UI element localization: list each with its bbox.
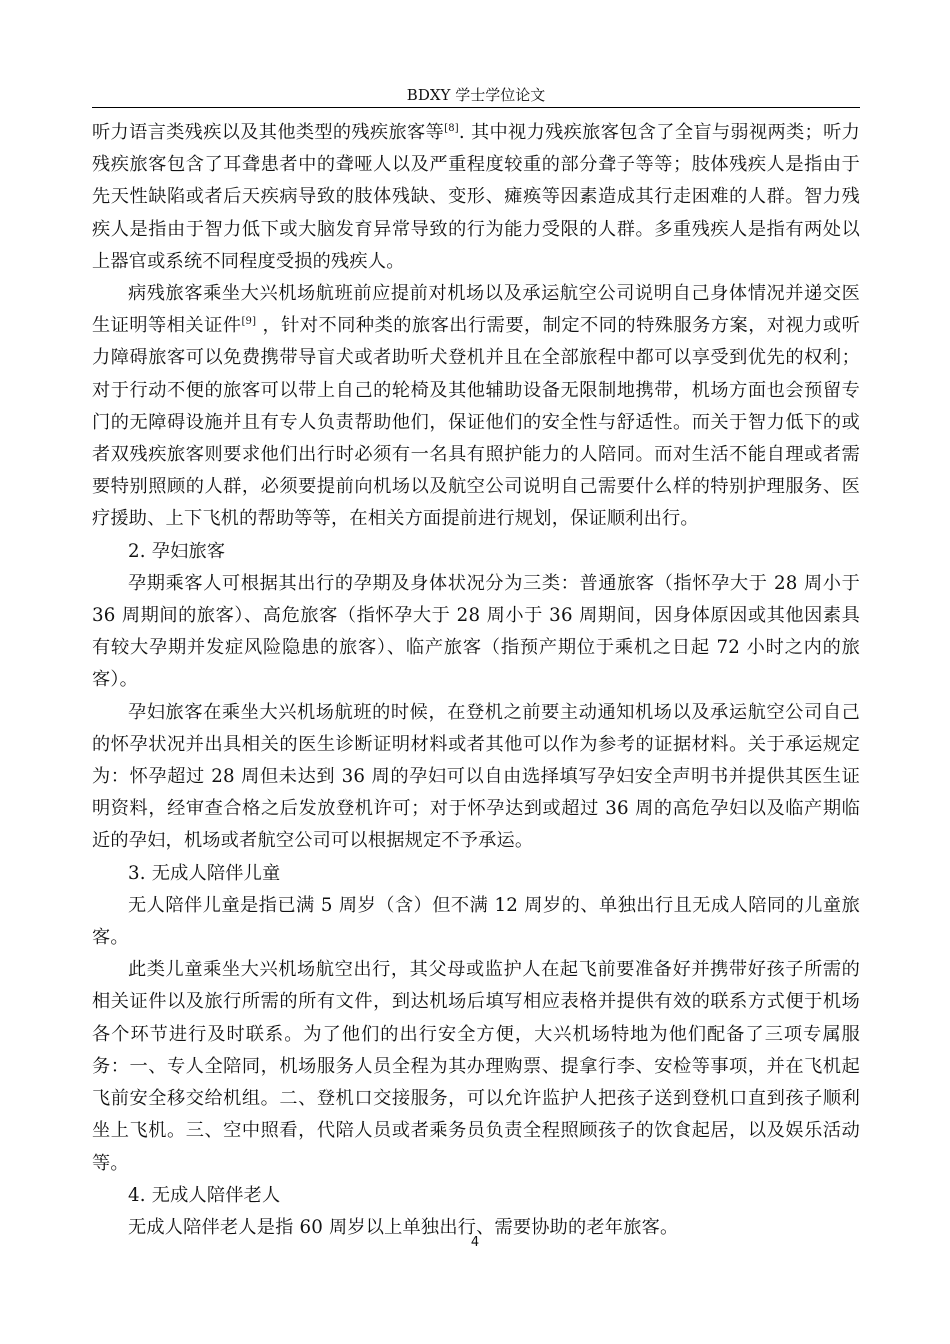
paragraph-child-definition: 无人陪伴儿童是指已满 5 周岁（含）但不满 12 周岁的、单独出行且无成人陪同的儿童旅客。: [92, 894, 860, 949]
paragraph-elderly-definition: 无成人陪伴老人是指 60 周岁以上单独出行、需要协助的老年旅客。: [128, 1216, 679, 1238]
paragraph-pregnancy-categories: 孕期乘客人可根据其出行的孕期及身体状况分为三类：普通旅客（指怀孕大于 28 周小于 36 周期间的旅客）、高危旅客（指怀孕大于 28 周小于 36 周期间，因身体原因或其他因素具有较大孕期并发症风险隐患的旅客）、临产旅客（指预产期位于乘机之日起 72 小时之内的旅客）。: [92, 572, 860, 691]
citation-ref: [9]: [241, 316, 257, 328]
page-body: [92, 117, 860, 1244]
section-heading-unaccompanied-elderly: 4. 无成人陪伴老人: [128, 1184, 281, 1206]
header-divider: [92, 107, 860, 108]
page-number: 4: [470, 1235, 480, 1250]
paragraph-child-services: 此类儿童乘坐大兴机场航空出行，其父母或监护人在起飞前要准备好并携带好孩子所需的相关证件以及旅行所需的所有文件，到达机场后填写相应表格并提供有效的联系方式便于机场各个环节进行及时联系。为了他们的出行安全方便，大兴机场特地为他们配备了三项专属服务：一、专人全陪同，机场服务人员全程为其办理购票、提拿行李、安检等事项，并在飞机起飞前安全移交给机组。二、登机口交接服务，可以允许监护人把孩子送到登机口直到孩子顺利坐上飞机。三、空中照看，代陪人员或者乘务员负责全程照顾孩子的饮食起居，以及娱乐活动等。: [92, 959, 860, 1174]
citation-ref: [8]: [444, 122, 459, 134]
section-heading-unaccompanied-children: 3. 无成人陪伴儿童: [128, 862, 281, 884]
paragraph-disability-types: 听力语言类残疾以及其他类型的残疾旅客等[8]. 其中视力残疾旅客包含了全盲与弱视两类；听力残疾旅客包含了耳聋患者中的聋哑人以及严重程度较重的部分聋子等等；肢体残疾人是指由于先天性缺陷或者后天疾病导致的肢体残缺、变形、瘫痪等因素造成其行走困难的人群。智力残疾人是指由于智力低下或大脑发育异常导致的行为能力受限的人群。多重残疾人是指有两处以上器官或系统不同程度受损的残疾人。: [92, 122, 860, 272]
paragraph-disabled-passenger-service: 病残旅客乘坐大兴机场航班前应提前对机场以及承运航空公司说明自己身体情况并递交医生证明等相关证件[9] ，针对不同种类的旅客出行需要，制定不同的特殊服务方案，对视力或听力障碍旅客可以免费携带导盲犬或者助听犬登机并且在全部旅程中都可以享受到优先的权利；对于行动不便的旅客可以带上自己的轮椅及其他辅助设备无限制地携带，机场方面也会预留专门的无障碍设施并且有专人负责帮助他们，保证他们的安全性与舒适性。而关于智力低下的或者双残疾旅客则要求他们出行时必须有一名具有照护能力的人陪同。而对生活不能自理或者需要特别照顾的人群，必须要提前向机场以及航空公司说明自己需要什么样的特别护理服务、医疗援助、上下飞机的帮助等等，在相关方面提前进行规划，保证顺利出行。: [92, 283, 860, 530]
paragraph-pregnancy-rules: 孕妇旅客在乘坐大兴机场航班的时候，在登机之前要主动通知机场以及承运航空公司自己的怀孕状况并出具相关的医生诊断证明材料或者其他可以作为参考的证据材料。关于承运规定为：怀孕超过 28 周但未达到 36 周的孕妇可以自由选择填写孕妇安全声明书并提供其医生证明资料，经审查合格之后发放登机许可；对于怀孕达到或超过 36 周的高危孕妇以及临产期临近的孕妇，机场或者航空公司可以根据规定不予承运。: [92, 701, 860, 852]
running-header: BDXY 学士学位论文: [406, 86, 546, 104]
section-heading-pregnant: 2. 孕妇旅客: [128, 540, 226, 562]
